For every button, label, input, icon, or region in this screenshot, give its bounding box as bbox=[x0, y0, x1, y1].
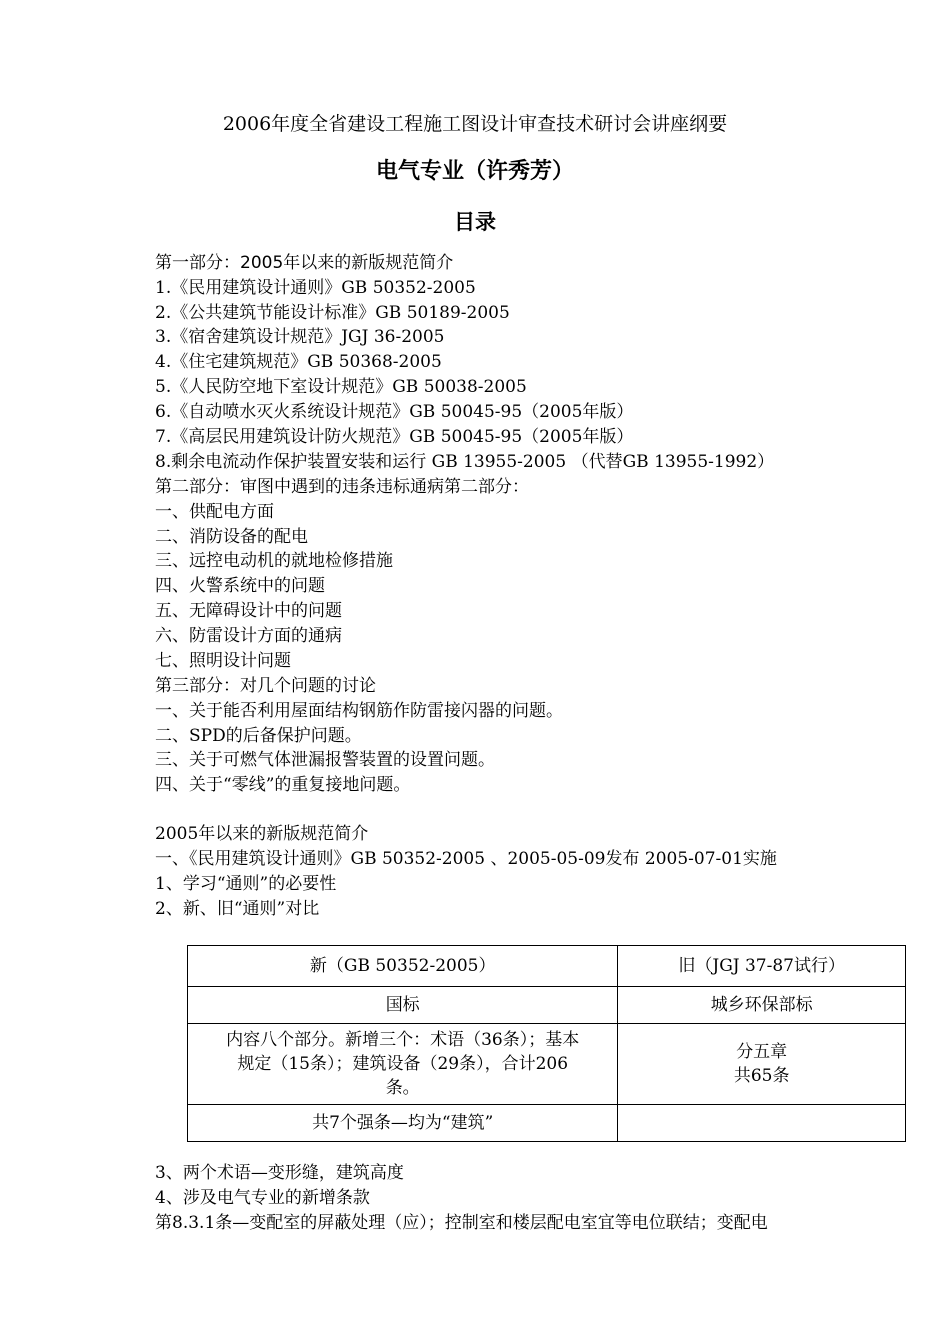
part3-item: 一、关于能否利用屋面结构钢筋作防雷接闪器的问题。 bbox=[155, 701, 563, 721]
part1-heading: 第一部分：2005年以来的新版规范简介 bbox=[155, 253, 454, 273]
table-cell: 城乡环保部标 bbox=[618, 987, 906, 1024]
body-line: 一、《民用建筑设计通则》GB 50352-2005 、2005-05-09发布 2005-07-01实施 bbox=[155, 849, 777, 869]
part2-item: 五、无障碍设计中的问题 bbox=[155, 601, 342, 621]
part1-item: 8.剩余电流动作保护装置安装和运行 GB 13955-2005 （代替GB 13955-1992） bbox=[155, 452, 775, 472]
document-title: 2006年度全省建设工程施工图设计审查技术研讨会讲座纲要 bbox=[222, 113, 728, 135]
table-row bbox=[188, 946, 906, 987]
table-header-old: 旧（JGJ 37-87试行） bbox=[618, 946, 906, 987]
part2-item: 六、防雷设计方面的通病 bbox=[155, 626, 342, 646]
part1-item: 1.《民用建筑设计通则》GB 50352-2005 bbox=[155, 278, 476, 298]
section-title: 2005年以来的新版规范简介 bbox=[155, 824, 369, 844]
table-row bbox=[188, 1024, 906, 1105]
part2-heading: 第二部分：审图中遇到的违条违标通病第二部分： bbox=[155, 477, 529, 497]
part3-item: 三、关于可燃气体泄漏报警装置的设置问题。 bbox=[155, 750, 495, 770]
part2-item: 七、照明设计问题 bbox=[155, 651, 291, 671]
body-line: 4、涉及电气专业的新增条款 bbox=[155, 1188, 370, 1208]
body-line: 1、学习“通则”的必要性 bbox=[155, 874, 337, 894]
part1-item: 4.《住宅建筑规范》GB 50368-2005 bbox=[155, 352, 442, 372]
cell-line: 规定（15条）；建筑设备（29条），合计206 bbox=[237, 1054, 569, 1074]
part1-item: 6.《自动喷水灭火系统设计规范》GB 50045-95（2005年版） bbox=[155, 402, 634, 422]
part3-heading: 第三部分：对几个问题的讨论 bbox=[155, 676, 376, 696]
toc-heading: 目录 bbox=[454, 210, 496, 234]
comparison-table bbox=[187, 945, 906, 1142]
part1-item: 3.《宿舍建筑设计规范》JGJ 36-2005 bbox=[155, 327, 445, 347]
body-line: 2、新、旧“通则”对比 bbox=[155, 899, 320, 919]
document-subtitle: 电气专业（许秀芳） bbox=[375, 159, 574, 184]
table-cell: 国标 bbox=[188, 987, 618, 1024]
part1-item: 5.《人民防空地下室设计规范》GB 50038-2005 bbox=[155, 377, 527, 397]
cell-line: 共65条 bbox=[733, 1066, 790, 1086]
cell-line: 分五章 bbox=[736, 1042, 788, 1062]
table-cell bbox=[188, 1024, 618, 1105]
table-cell bbox=[618, 1105, 906, 1142]
cell-line: 条。 bbox=[385, 1078, 420, 1098]
part3-item: 四、关于“零线”的重复接地问题。 bbox=[155, 775, 411, 795]
part1-item: 2.《公共建筑节能设计标准》GB 50189-2005 bbox=[155, 303, 510, 323]
body-line: 第8.3.1条—变配室的屏蔽处理（应）；控制室和楼层配电室宜等电位联结；变配电 bbox=[155, 1213, 768, 1233]
table-header-new: 新（GB 50352-2005） bbox=[188, 946, 618, 987]
table-cell: 共7个强条—均为“建筑” bbox=[188, 1105, 618, 1142]
part2-item: 三、远控电动机的就地检修措施 bbox=[155, 551, 393, 571]
part2-item: 二、消防设备的配电 bbox=[155, 527, 308, 547]
table-cell bbox=[618, 1024, 906, 1105]
part1-item: 7.《高层民用建筑设计防火规范》GB 50045-95（2005年版） bbox=[155, 427, 634, 447]
part2-item: 四、火警系统中的问题 bbox=[155, 576, 325, 596]
table-row bbox=[188, 987, 906, 1024]
part3-item: 二、SPD的后备保护问题。 bbox=[155, 726, 362, 746]
part2-item: 一、供配电方面 bbox=[155, 502, 274, 522]
body-line: 3、两个术语—变形缝，建筑高度 bbox=[155, 1163, 404, 1183]
cell-line: 内容八个部分。新增三个：术语（36条）；基本 bbox=[226, 1030, 580, 1050]
table-row bbox=[188, 1105, 906, 1142]
